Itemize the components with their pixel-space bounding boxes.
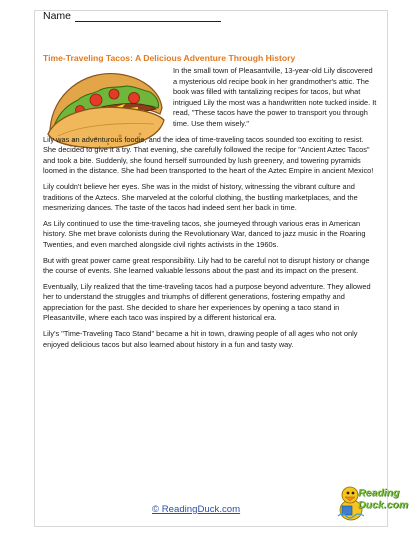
story-body [43,66,377,355]
readingduck-logo [336,476,409,526]
story-title: Time-Traveling Tacos: A Delicious Adventure Through History [43,53,296,63]
logo-text-duck: Duck.com [358,499,409,511]
logo-text-reading: Reading [358,487,400,499]
story-paragraph: Lily's "Time-Traveling Taco Stand" became a hit in town, drawing people of all ages who not only enjoyed delicious tacos but also learned about history in a fun and tasty way. [43,329,358,349]
story-paragraph: As Lily continued to use the time-traveling tacos, she journeyed through various eras in American history. She met brave colonists during the Revolutionary War, danced to jazz music in the Roaring Twenties, and even marched alongside civil rights activists in the 1960s. [43,218,366,249]
readingduck-link[interactable]: © ReadingDuck.com [152,504,241,515]
name-field-row [43,10,221,22]
name-blank-line [75,10,221,22]
story-paragraph: In the small town of Pleasantville, 13-year-old Lily discovered a mysterious old recipe book in her grandmother's attic. The book was filled with tantalizing recipes for tacos, but what intrigued Lily the most was a handwritten note tucked inside. It read, "These tacos have the power to transport you through time. Use them wisely." [173,66,377,128]
story-paragraph: Eventually, Lily realized that the time-traveling tacos had a purpose beyond adventure. They allowed her to understand the struggles and triumphs of different generations, fostering empathy and appreciation for the past. She decided to share her experiences by opening a taco stand in Pleasantville, where each taco was inspired by a different historical era. [43,281,371,323]
story-paragraph: Lily couldn't believe her eyes. She was in the midst of history, witnessing the vibrant culture and traditions of the Aztecs. She marveled at the colorful clothing, the bustling marketplaces, and the mesmerizing dances. The taste of the tacos had indeed sent her back in time. [43,181,358,213]
story-paragraph: Lily was an adventurous foodie, and the idea of time-traveling tacos sounded too exciting to resist. She decided to give it a try. That evening, she carefully followed the recipe for "Ancient Aztec Tacos" and took a bite. Suddenly, she found herself surrounded by lush greenery, and towering pyramids loomed in the distance. She had been transported to the heart of the Aztec Empire in ancient Mexico! [43,134,374,176]
story-paragraph: But with great power came great responsibility. Lily had to be careful not to disrupt history or change the course of events. She learned valuable lessons about the past and its impact on the present. [43,255,370,276]
name-label: Name [43,10,72,22]
